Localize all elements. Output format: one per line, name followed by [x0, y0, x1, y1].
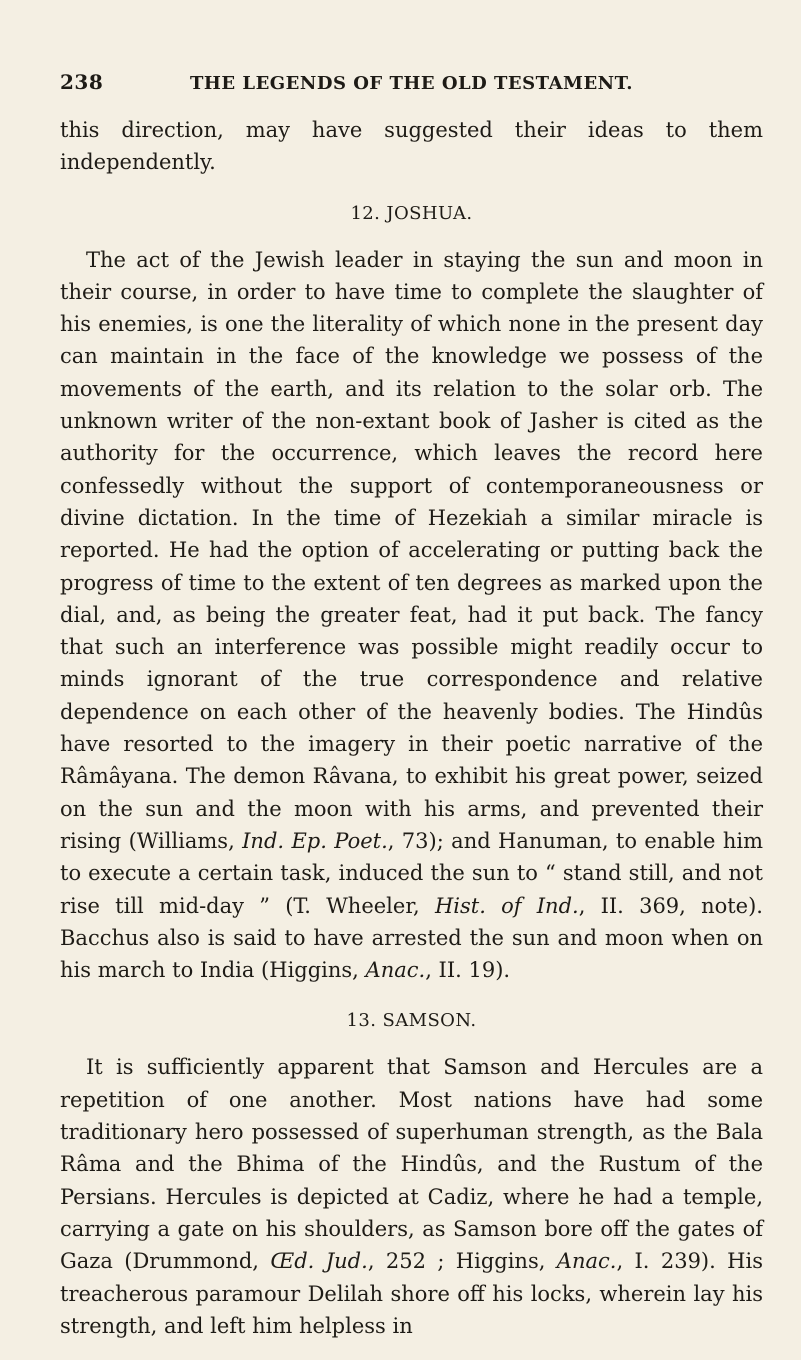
citation-oed-jud: Œd. Jud. — [270, 1249, 368, 1274]
citation-anac: Anac. — [365, 958, 426, 983]
joshua-text-2: , 73); and Hanuman, to enable him to execute a certain task, induced the sun to “ stand still, and not rise till mid-day ” (T. Wheeler, — [60, 828, 763, 918]
samson-text-2: , 252 ; Higgins, — [367, 1249, 557, 1274]
samson-paragraph — [60, 1051, 763, 1342]
continued-paragraph: this direction, may have suggested their ideas to them independently. — [60, 118, 763, 175]
section-heading-joshua: 12. JOSHUA. — [350, 202, 473, 224]
page-body — [60, 114, 763, 1342]
running-header — [60, 70, 763, 114]
citation-hist-of-ind: Hist. of Ind. — [434, 893, 579, 918]
samson-text-3: , I. 239). His treacherous paramour Delilah shore off his locks, wherein lay his strength, and left him helpless in — [60, 1249, 763, 1338]
citation-ind-ep-poet: Ind. Ep. Poet. — [242, 828, 388, 853]
samson-text-1: It is sufficiently apparent that Samson and Hercules are a repetition of one another. Most nations have had some traditionary hero possessed of superhuman strength, as the Bala Râma and the Bhima of the Hindûs, and the Rustum of the Persians. Hercules is depicted at Cadiz, where he had a temple, carrying a gate on his shoulders, as Samson bore off the gates of Gaza (Drummond, — [60, 1055, 763, 1274]
citation-anac-2: Anac. — [556, 1249, 617, 1274]
page-number: 238 — [60, 70, 104, 94]
joshua-text-1: The act of the Jewish leader in staying the sun and moon in their course, in order to have time to complete the slaughter of his enemies, is one the literality of which none in the present day can maintain in the face of the knowledge we possess of the movements of the earth, and its relation to the solar orb. The unknown writer of the non-extant book of Jasher is cited as the authority for the occurrence, which leaves the record here confessedly without the support of contemporaneousness or divine dictation. In the time of Hezekiah a similar miracle is reported. He had the option of accelerating or putting back the progress of time to the extent of ten degrees as marked upon the dial, and, as being the greater feat, had it put back. The fancy that such an interference was possible might readily occur to minds ignorant of the true correspondence and relative dependence on each other of the heavenly bodies. The Hindûs have resorted to the imagery in their poetic narrative of the Râmâyana. The demon Râvana, to exhibit his great power, seized on the sun and the moon with his arms, and prevented their rising (Williams, — [60, 247, 763, 853]
section-heading-samson: 13. SAMSON. — [346, 1010, 477, 1032]
book-title-header: THE LEGENDS OF THE OLD TESTAMENT. — [190, 73, 633, 94]
joshua-text-4: , II. 19). — [425, 958, 511, 983]
joshua-paragraph — [60, 244, 763, 987]
joshua-text-3: , II. 369, note). Bacchus also is said to have arrested the sun and moon when on his march to India (Higgins, — [60, 893, 763, 983]
